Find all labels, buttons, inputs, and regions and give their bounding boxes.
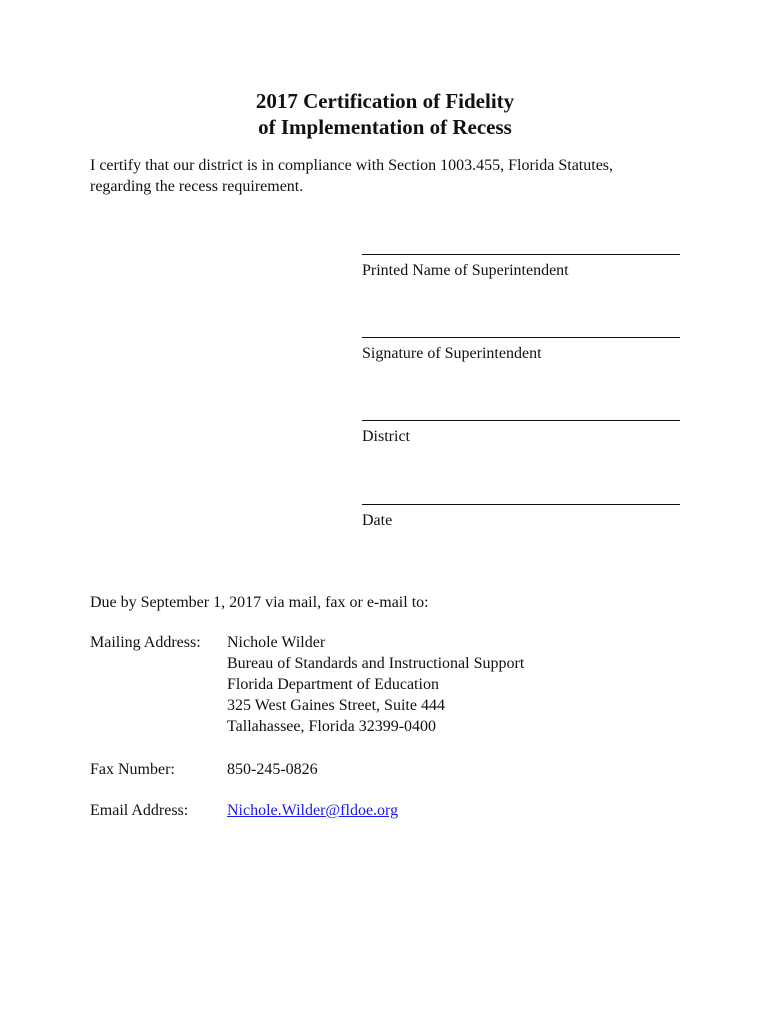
mailing-address-line: 325 West Gaines Street, Suite 444 (227, 697, 445, 714)
email-link[interactable]: Nichole.Wilder@fldoe.org (227, 802, 399, 819)
title-line-1: 2017 Certification of Fidelity (255, 89, 515, 113)
date-label: Date (362, 512, 393, 529)
district-line[interactable] (362, 420, 680, 421)
mailing-address-line: Bureau of Standards and Instructional Support (227, 655, 525, 672)
certification-statement (90, 155, 710, 197)
printed-name-field (362, 254, 692, 281)
signature-label: Signature of Superintendent (362, 345, 542, 362)
printed-name-line[interactable] (362, 254, 680, 255)
date-line[interactable] (362, 504, 680, 505)
mailing-address-label: Mailing Address: (90, 634, 201, 651)
district-label: District (362, 428, 410, 445)
fax-number-value: 850-245-0826 (227, 761, 318, 778)
fax-number-label: Fax Number: (90, 761, 175, 778)
email-address-label: Email Address: (90, 802, 189, 819)
mailing-address-line: Tallahassee, Florida 32399-0400 (227, 718, 437, 735)
district-field (362, 420, 692, 447)
title-line-2: of Implementation of Recess (258, 115, 512, 139)
mailing-address-line: Nichole Wilder (227, 634, 326, 651)
statement-line-2: regarding the recess requirement. (90, 178, 304, 195)
due-date-text: Due by September 1, 2017 via mail, fax or e-mail to: (90, 594, 429, 611)
printed-name-label: Printed Name of Superintendent (362, 262, 569, 279)
document-title (0, 88, 770, 140)
signature-field (362, 337, 692, 364)
signature-line[interactable] (362, 337, 680, 338)
statement-line-1: I certify that our district is in compliance with Section 1003.455, Florida Statutes, (90, 157, 614, 174)
mailing-address-value (227, 632, 524, 737)
mailing-address-line: Florida Department of Education (227, 676, 439, 693)
date-field (362, 504, 692, 531)
